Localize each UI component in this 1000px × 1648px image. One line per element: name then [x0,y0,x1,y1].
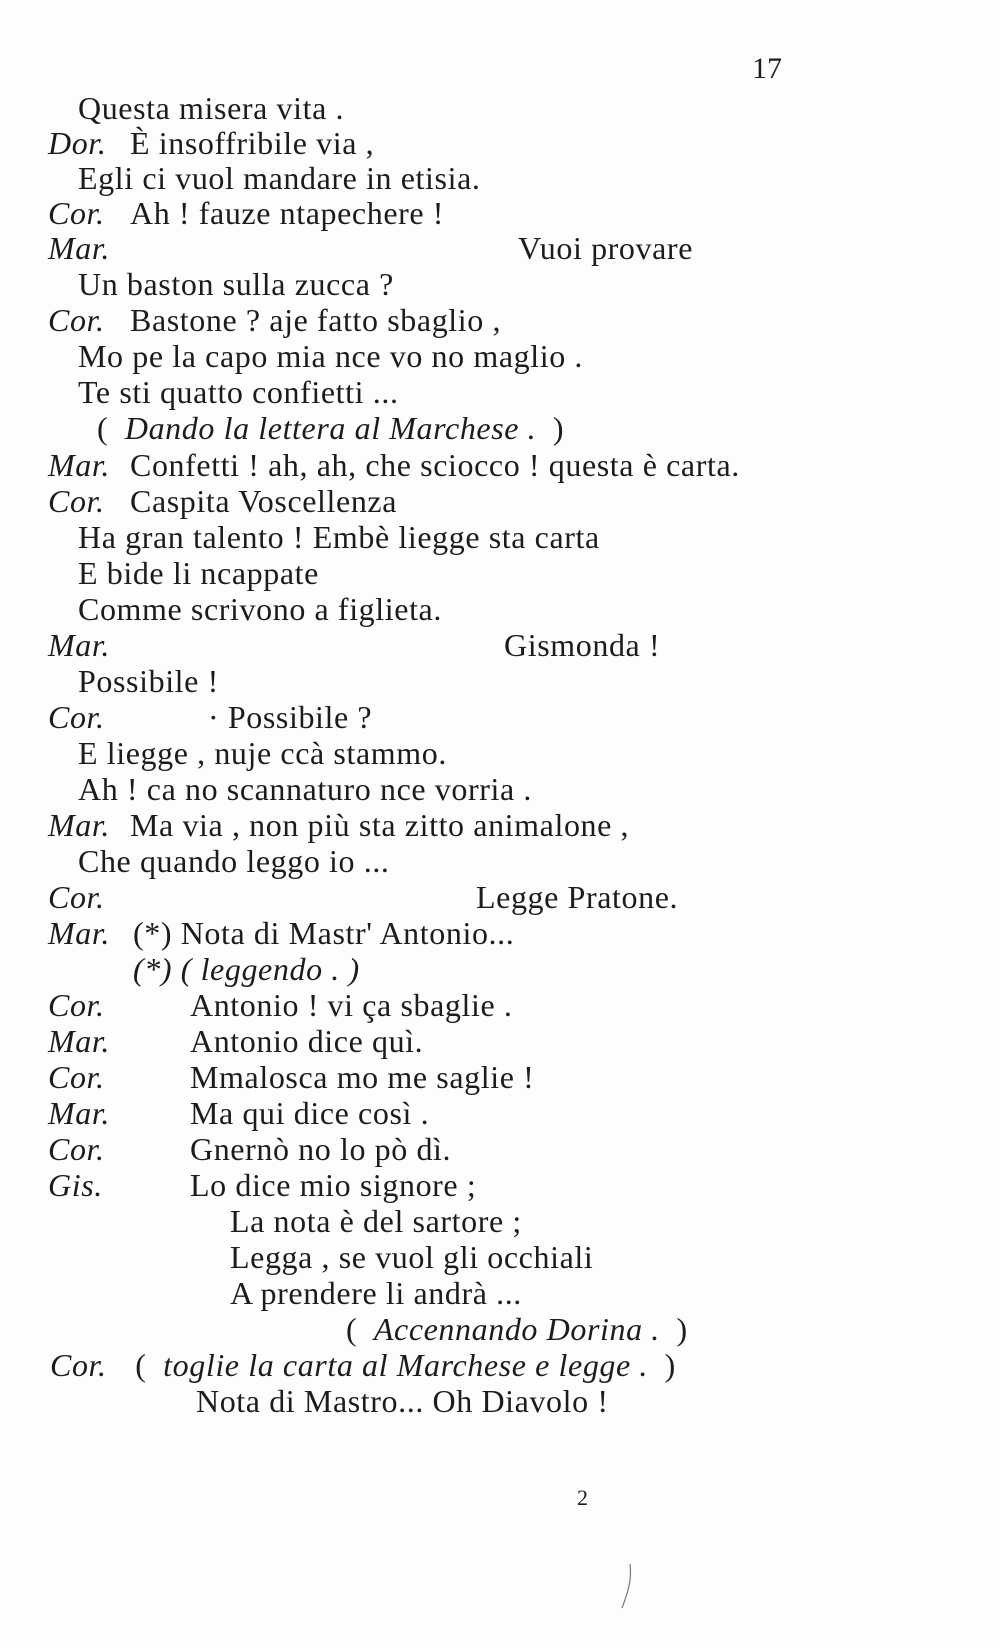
speaker-label: Cor. [48,483,105,519]
speaker-label: Mar. [48,230,110,266]
signature-mark: 2 [577,1485,588,1510]
speaker-label: Mar. [48,915,110,951]
verse-text: E liegge , nuje ccà stammo. [78,735,447,771]
speaker-label: Mar. [48,627,110,663]
speaker-label: Cor. [48,1131,105,1167]
verse-line [78,735,447,771]
stage-direction [346,1311,688,1347]
verse-text: Gnernò no lo pò dì. [190,1131,452,1167]
speaker-label: Cor. [48,1059,105,1095]
verse-text: Lo dice mio signore ; [190,1167,477,1203]
verse-text: Caspita Voscellenza [130,483,398,519]
verse-text: Antonio dice quì. [190,1023,424,1059]
verse-line [78,160,481,196]
verse-text: Possibile ! [78,663,219,699]
stage-direction-text: (*) ( leggendo . ) [133,951,360,987]
page-number: 17 [752,52,782,85]
speaker-label: Cor. [48,987,105,1023]
verse-line [230,1239,593,1275]
verse-text: Mmalosca mo me saglie ! [190,1059,535,1095]
speaker-label: Mar. [48,1023,110,1059]
verse-line [230,1203,522,1239]
paren-close: ) [552,410,565,446]
verse-text: La nota è del sartore ; [230,1203,522,1239]
paren-open: ( [135,1347,147,1383]
paren-close: ) [664,1347,676,1383]
speaker-label: Cor. [48,699,105,735]
verse-line [78,591,442,627]
paren-open: ( [97,410,109,446]
stage-direction-text: Dando la lettera al Marchese . [124,410,537,446]
dialogue-line [50,1347,676,1383]
verse-text: Antonio ! vi ça sbaglie . [190,987,513,1023]
verse-text: Ah ! fauze ntapechere ! [130,195,445,231]
verse-text: Ha gran talento ! Embè liegge sta carta [78,519,600,555]
verse-text: Un baston sulla zucca ? [78,266,394,302]
stage-direction-text: Accennando Dorina . [373,1311,660,1347]
verse-text: E bide li ncappate [78,555,319,591]
verse-text: Legga , se vuol gli occhiali [230,1239,594,1275]
verse-text: Ah ! ca no scannaturo nce vorria . [78,771,532,807]
speaker-label: Cor. [48,879,105,915]
speaker-label: Dor. [48,125,107,161]
verse-text: A prendere li andrà ... [230,1275,522,1311]
verse-text: Te sti quatto confietti ... [78,374,399,410]
verse-text: Comme scrivono a figlieta. [78,591,442,627]
verse-text: Confetti ! ah, ah, che sciocco ! questa è carta. [130,447,740,483]
paren-open: ( [346,1311,358,1347]
verse-text: Nota di Mastro... Oh Diavolo ! [196,1383,609,1419]
stage-direction-text: toglie la carta al Marchese e legge . [163,1347,649,1383]
speaker-label: Cor. [48,195,105,231]
verse-line [78,663,219,699]
verse-text: (*) Nota di Mastr' Antonio... [133,915,515,951]
verse-text: Legge Pratone. [476,879,679,915]
paren-close: ) [676,1311,688,1347]
verse-line [78,771,532,807]
speaker-label: Mar. [48,447,110,483]
verse-text: Bastone ? aje fatto sbaglio , [130,302,502,338]
verse-text: Egli ci vuol mandare in etisia. [78,160,481,196]
verse-line [78,555,319,591]
verse-text: Gismonda ! [504,627,661,663]
verse-text: Questa misera vita . [78,90,345,126]
speaker-label: Mar. [48,807,110,843]
stray-mark-icon [618,1562,638,1612]
stage-direction [97,410,564,446]
verse-text: Mo pe la capo mia nce vo no maglio . [78,338,584,374]
verse-line [78,338,583,374]
verse-text: Vuoi provare [518,230,693,266]
speaker-label: Gis. [48,1167,103,1203]
speaker-label: Mar. [48,1095,110,1131]
stage-direction [133,951,360,987]
speaker-label: Cor. [50,1347,107,1383]
verse-text: · Possibile ? [208,699,373,735]
verse-line [78,519,600,555]
verse-text: Ma via , non più sta zitto animalone , [130,807,630,843]
verse-line [78,374,399,410]
verse-line [78,843,390,879]
speaker-label: Cor. [48,302,105,338]
verse-line [78,266,394,302]
verse-line [230,1275,522,1311]
verse-text: Ma qui dice così . [190,1095,430,1131]
verse-line [78,90,344,126]
verse-text: Che quando leggo io ... [78,843,390,879]
verse-line [196,1383,609,1419]
verse-text: È insoffribile via , [130,125,375,161]
